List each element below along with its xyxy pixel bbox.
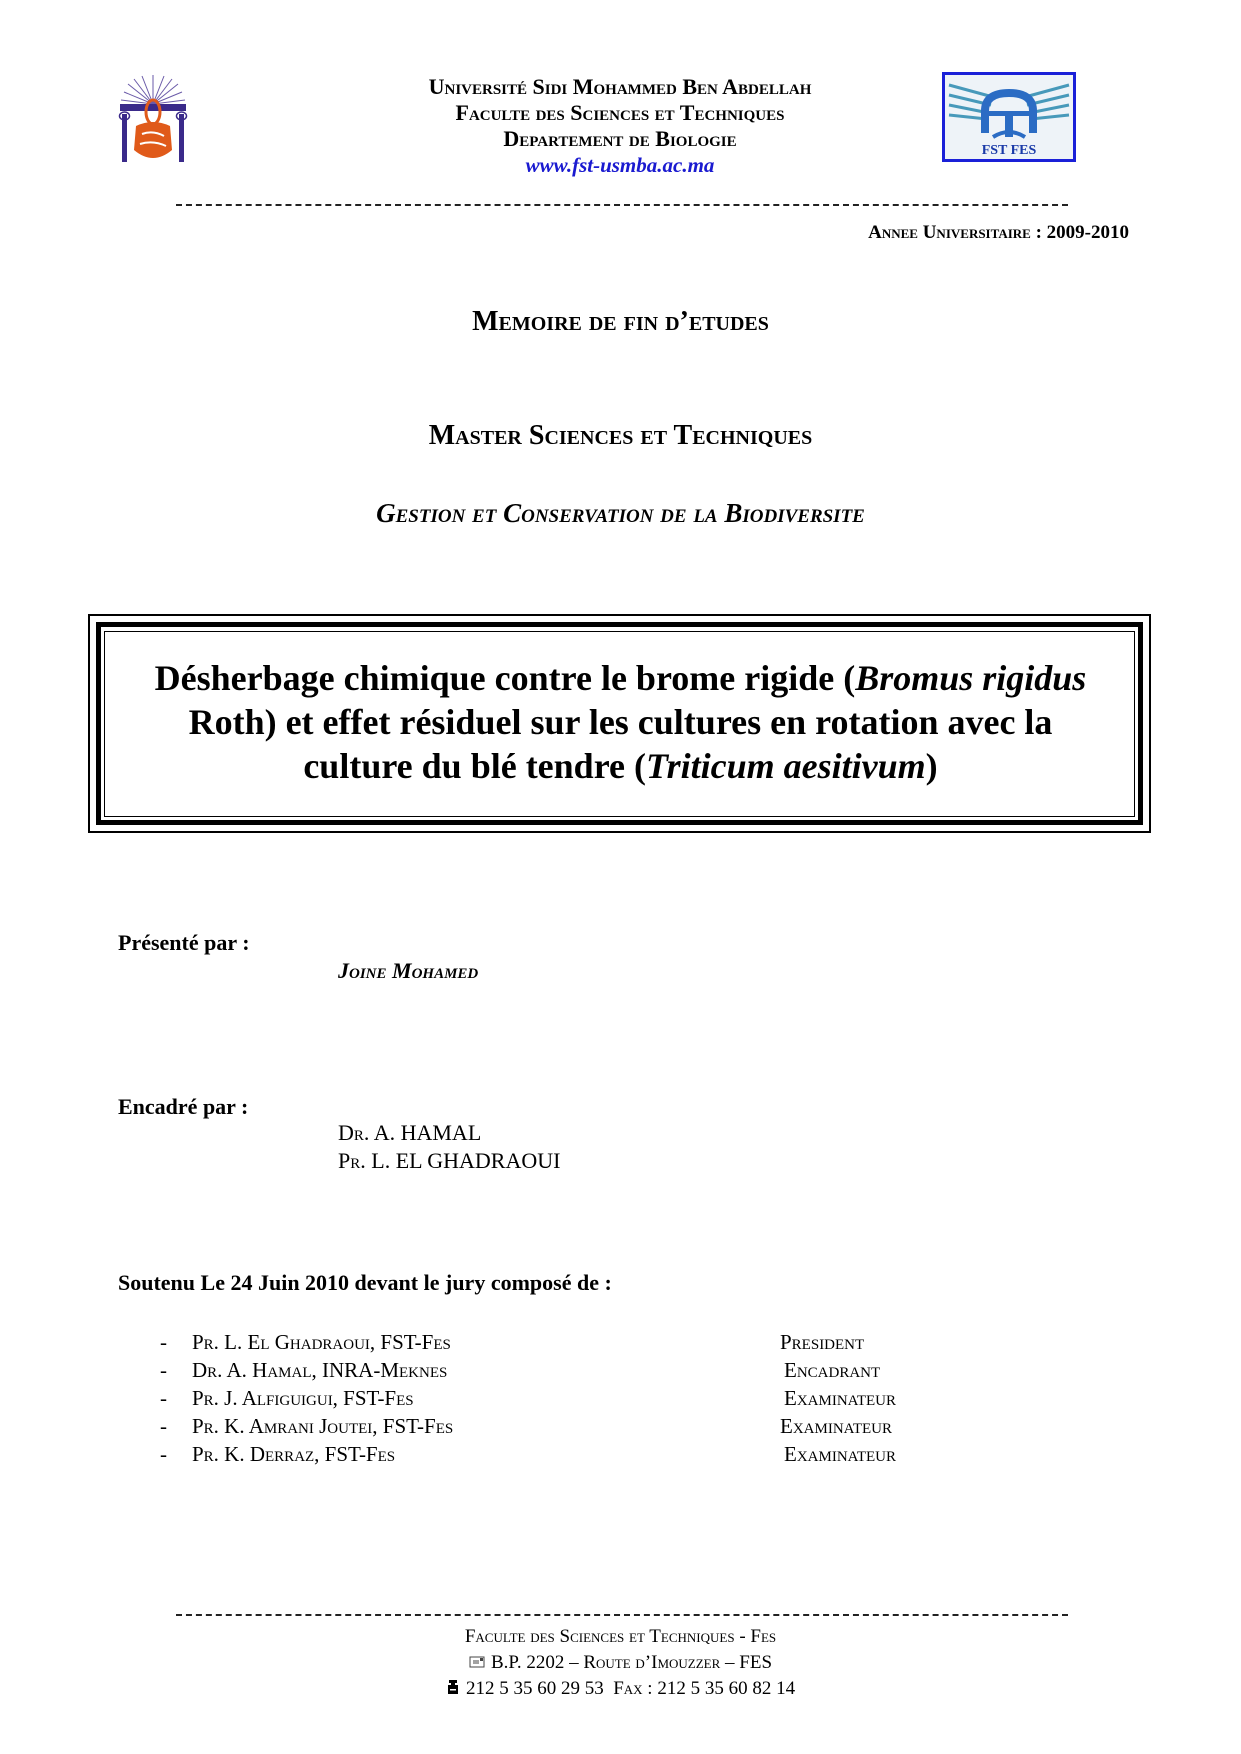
thesis-title-line-3: culture du blé tendre (Triticum aesitivum) — [303, 746, 938, 786]
speciality-title: Gestion et Conservation de la Biodiversite — [376, 498, 865, 528]
jury-member: Pr. K. Derraz, FST-Fes — [192, 1442, 396, 1466]
presented-by-label: Présenté par : — [118, 930, 250, 955]
university-name: Université Sidi Mohammed Ben Abdellah — [428, 74, 812, 99]
thesis-title-line-2: Roth) et effet résiduel sur les cultures en rotation avec la — [188, 702, 1053, 742]
jury-role: Examinateur — [784, 1386, 896, 1410]
website-link[interactable]: www.fst-usmba.ac.ma — [525, 153, 715, 177]
species-bromus: Bromus rigidus — [855, 658, 1087, 698]
footer-separator — [176, 1614, 1068, 1616]
logo-text: FST FES — [981, 143, 1037, 158]
faculty-name: Faculte des Sciences et Techniques — [455, 100, 785, 125]
footer-address: B.P. 2202 – Route d’Imouzzer – FES — [0, 1650, 1241, 1677]
academic-year: Annee Universitaire : 2009-2010 — [868, 222, 1129, 243]
author-name: Joine Mohamed — [338, 958, 479, 983]
defense-statement: Soutenu Le 24 Juin 2010 devant le jury composé de : — [118, 1270, 612, 1295]
supervised-by-label: Encadré par : — [118, 1094, 249, 1119]
thesis-title — [110, 656, 1131, 788]
mailbox-icon — [469, 1651, 485, 1677]
department-name: Departement de Biologie — [503, 126, 737, 151]
telephone-icon — [446, 1677, 460, 1703]
footer-contact: 212 5 35 60 29 53 Fax : 212 5 35 60 82 14 — [0, 1676, 1241, 1703]
header-separator — [176, 204, 1068, 206]
jury-role: Examinateur — [784, 1442, 896, 1466]
footer-faculty: Faculte des Sciences et Techniques - Fes — [464, 1626, 777, 1647]
phone-number: 212 5 35 60 29 53 — [465, 1678, 604, 1699]
jury-role: Examinateur — [780, 1414, 892, 1438]
jury-role: President — [780, 1330, 865, 1354]
jury-role: Encadrant — [784, 1358, 881, 1382]
fax-number: 212 5 35 60 82 14 — [657, 1678, 796, 1699]
thesis-title-line-1: Désherbage chimique contre le brome rigide (Bromus rigidus — [154, 658, 1087, 698]
jury-member: Pr. K. Amrani Joutei, FST-Fes — [192, 1414, 454, 1438]
university-logo — [116, 74, 190, 166]
supervisor-2: Pr. L. EL GHADRAOUI — [338, 1148, 561, 1173]
academic-year-value: 2009-2010 — [1046, 222, 1129, 243]
jury-member: Pr. J. Alfiguigui, FST-Fes — [192, 1386, 414, 1410]
academic-year-label: Annee Universitaire — [868, 222, 1031, 243]
jury-member: Dr. A. Hamal, INRA-Meknes — [192, 1358, 448, 1382]
fst-fes-logo — [942, 72, 1076, 162]
jury-member: Pr. L. El Ghadraoui, FST-Fes — [192, 1330, 451, 1354]
memoire-title: Memoire de fin d’etudes — [472, 306, 769, 337]
supervisor-1: Dr. A. HAMAL — [338, 1120, 482, 1145]
master-title: Master Sciences et Techniques — [428, 420, 813, 451]
species-triticum: Triticum aesitivum — [646, 746, 926, 786]
